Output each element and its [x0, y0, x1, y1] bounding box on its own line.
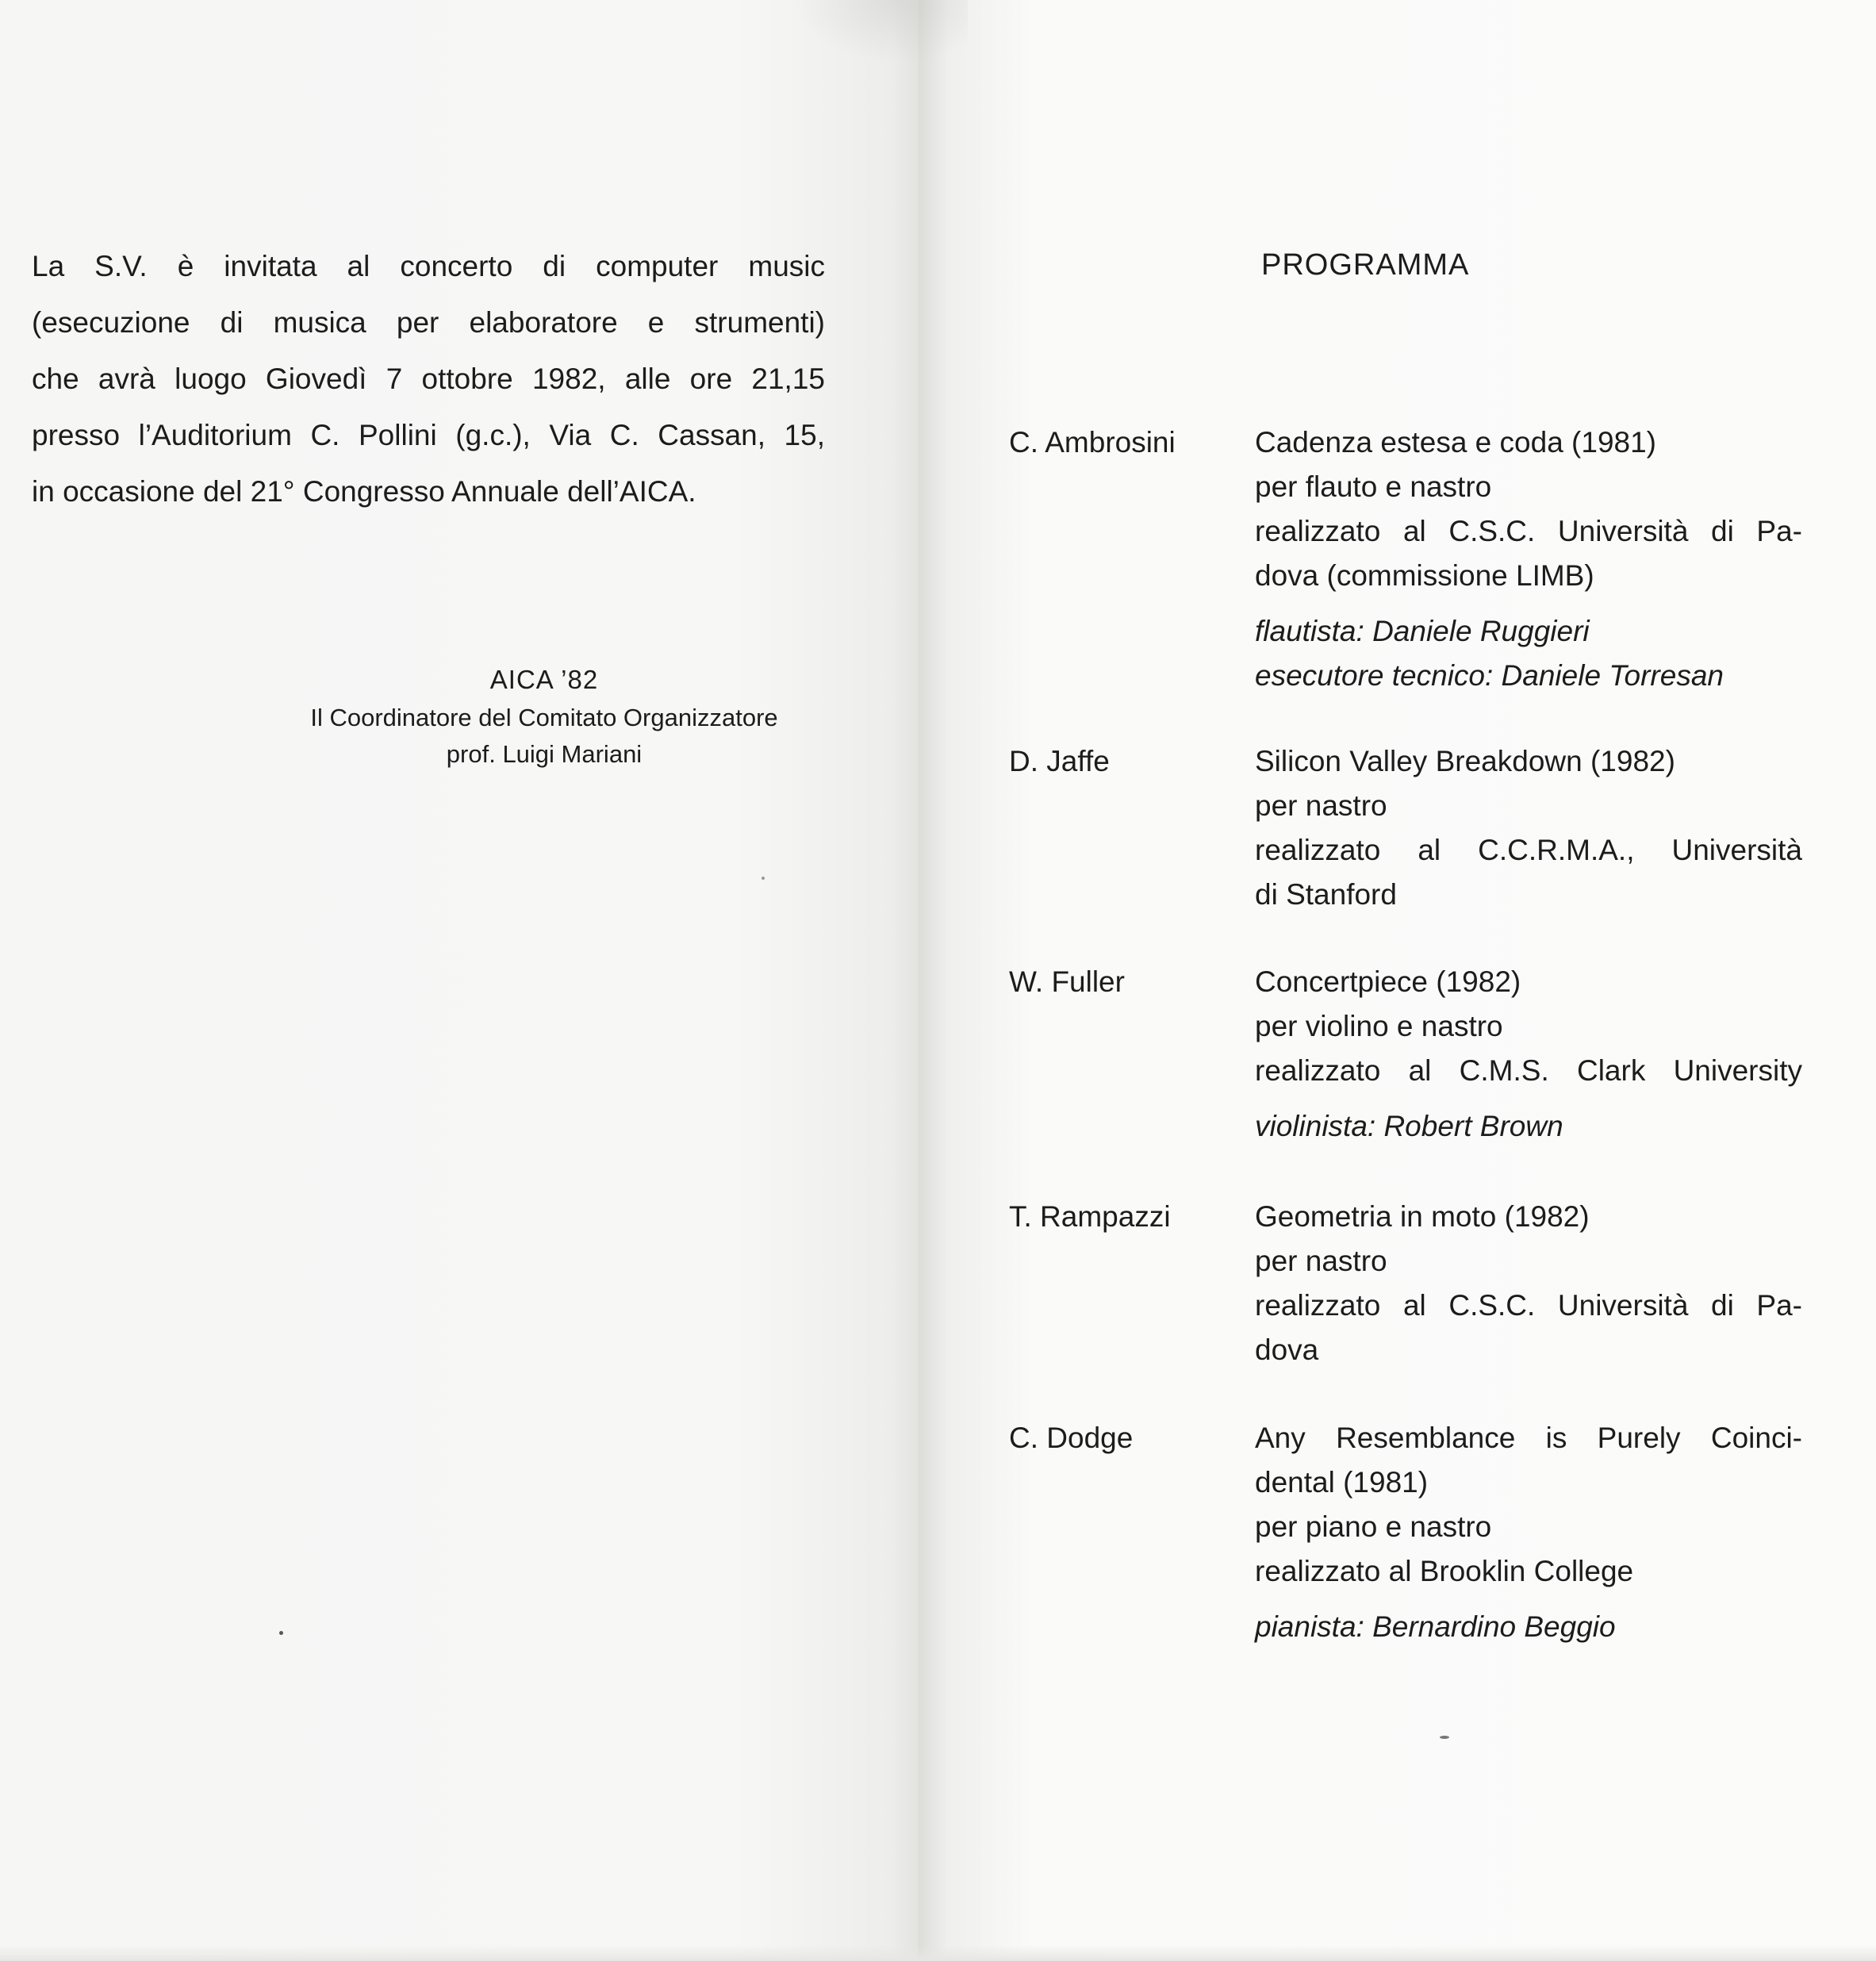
- speck: [279, 1631, 283, 1635]
- invitation-line: (esecuzione di musica per elaboratore e strumenti): [32, 306, 825, 339]
- work-line: dova (commissione LIMB): [1255, 559, 1594, 592]
- work-line: per violino e nastro: [1255, 1010, 1503, 1042]
- speck: [1440, 1736, 1449, 1739]
- invitation-line: La S.V. è invitata al concerto di computer music: [32, 250, 825, 282]
- work-details: [1255, 1195, 1802, 1372]
- work-line: per piano e nastro: [1255, 1510, 1492, 1543]
- composer-name: C. Dodge: [1009, 1422, 1134, 1454]
- paper-bottom-edge: [0, 1945, 1876, 1961]
- performer-line: flautista: Daniele Ruggieri: [1255, 615, 1590, 647]
- invitation-text: [32, 238, 825, 520]
- speck: [762, 877, 765, 880]
- work-line: dova: [1255, 1334, 1319, 1366]
- performer-line: pianista: Bernardino Beggio: [1255, 1610, 1616, 1643]
- programme-title: PROGRAMMA: [1261, 248, 1470, 282]
- composer-name: D. Jaffe: [1009, 745, 1110, 777]
- work-line: Concertpiece (1982): [1255, 965, 1521, 998]
- signature-role: Il Coordinatore del Comitato Organizzatore: [310, 704, 778, 731]
- work-line: Cadenza estesa e coda (1981): [1255, 426, 1657, 459]
- work-line: per nastro: [1255, 789, 1387, 822]
- work-line: realizzato al C.S.C. Università di Pa-: [1255, 1289, 1802, 1322]
- work-line: per nastro: [1255, 1245, 1387, 1277]
- work-line: realizzato al C.C.R.M.A., Università: [1255, 834, 1802, 866]
- work-line: dental (1981): [1255, 1466, 1429, 1499]
- fold-shadow: [793, 0, 968, 63]
- composer-name: W. Fuller: [1009, 965, 1125, 998]
- signature-block: [262, 660, 827, 773]
- composer-name: T. Rampazzi: [1009, 1200, 1171, 1233]
- signature-org: AICA ’82: [489, 665, 599, 694]
- work-details: [1255, 420, 1802, 698]
- invitation-line: in occasione del 21° Congresso Annuale dell’AICA.: [32, 475, 696, 508]
- work-line: Geometria in moto (1982): [1255, 1200, 1590, 1233]
- signature-name: prof. Luigi Mariani: [446, 740, 643, 768]
- work-line: di Stanford: [1255, 878, 1397, 911]
- performer-line: esecutore tecnico: Daniele Torresan: [1255, 659, 1724, 692]
- performer-line: violinista: Robert Brown: [1255, 1110, 1563, 1142]
- work-line: realizzato al Brooklin College: [1255, 1555, 1634, 1587]
- work-details: [1255, 1416, 1802, 1649]
- work-details: [1255, 739, 1802, 917]
- work-line: Silicon Valley Breakdown (1982): [1255, 745, 1675, 777]
- work-line: realizzato al C.S.C. Università di Pa-: [1255, 515, 1802, 547]
- invitation-line: che avrà luogo Giovedì 7 ottobre 1982, alle ore 21,15: [32, 363, 825, 395]
- composer-name: C. Ambrosini: [1009, 426, 1176, 459]
- work-line: Any Resemblance is Purely Coinci-: [1255, 1422, 1802, 1454]
- work-details: [1255, 960, 1802, 1149]
- invitation-line: presso l’Auditorium C. Pollini (g.c.), Via C. Cassan, 15,: [32, 419, 825, 451]
- work-line: per flauto e nastro: [1255, 470, 1492, 503]
- work-line: realizzato al C.M.S. Clark University: [1255, 1054, 1802, 1087]
